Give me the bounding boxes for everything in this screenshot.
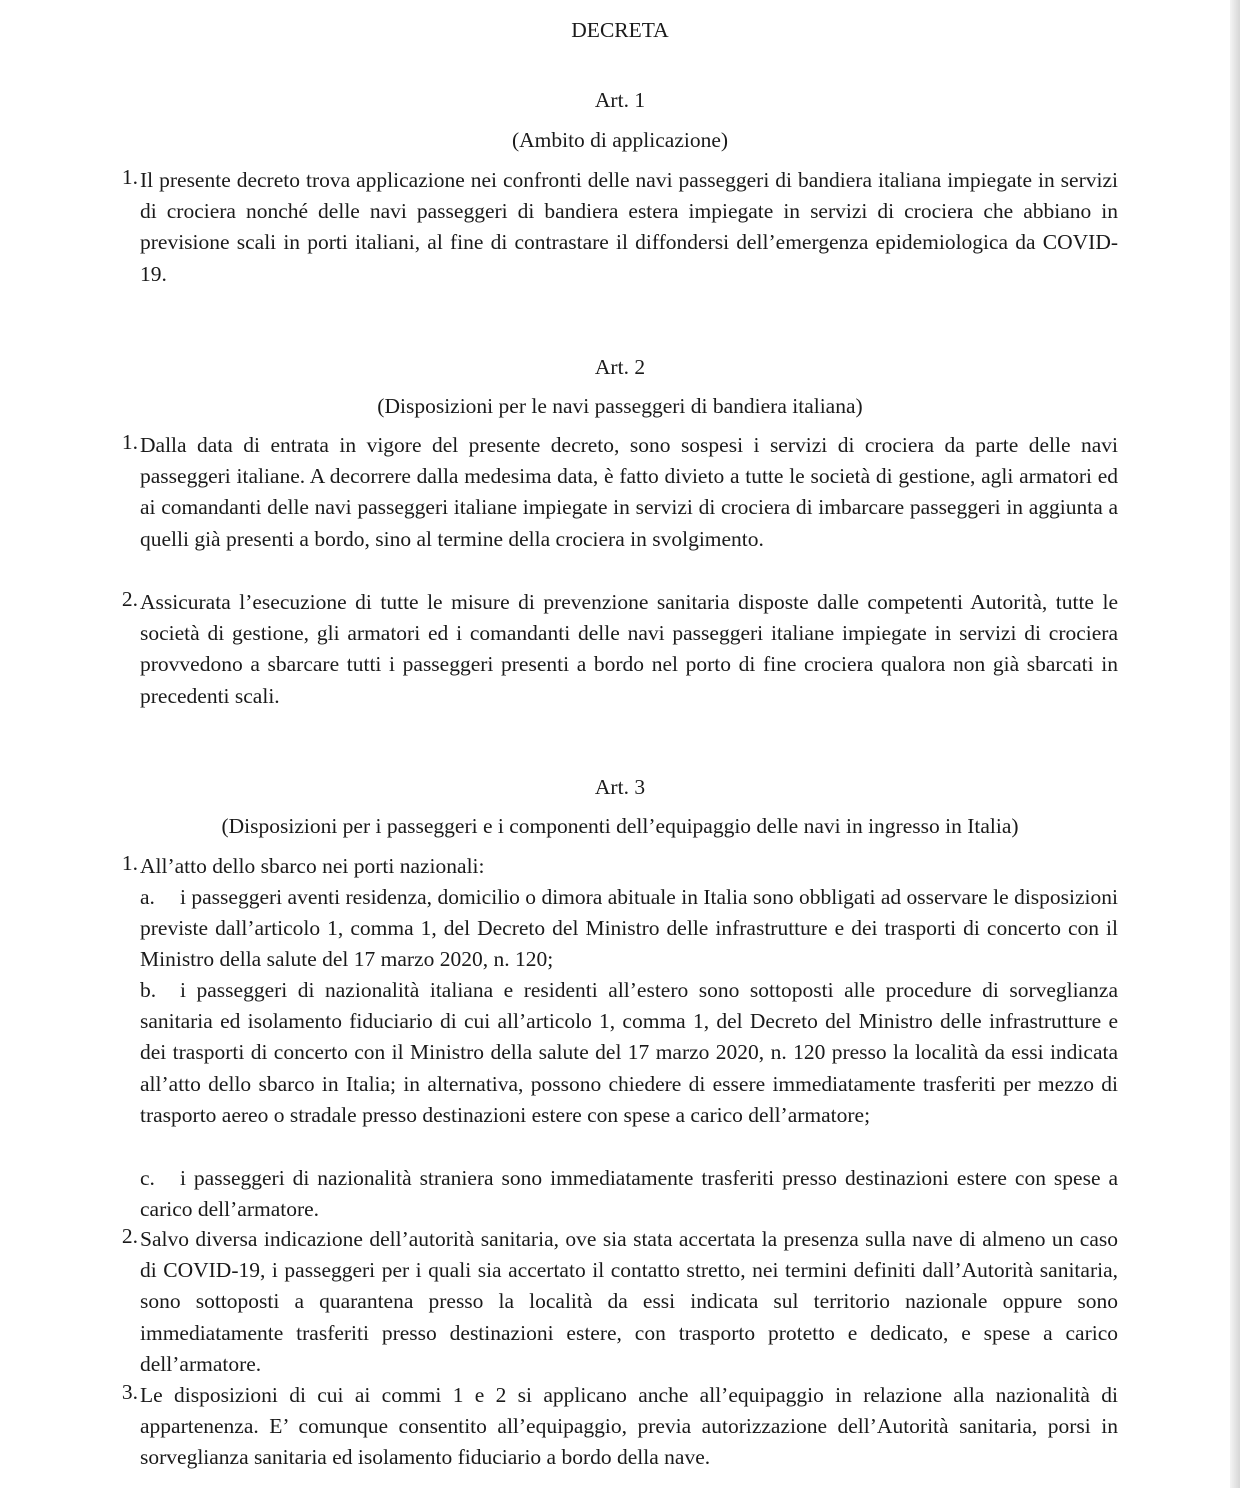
art2-subtitle: (Disposizioni per le navi passeggeri di bandiera italiana) <box>377 394 863 418</box>
art3-item-1 <box>102 851 1118 882</box>
item-number: 3. <box>121 1380 138 1404</box>
decree-title: DECRETA <box>571 18 669 42</box>
item-text: Dalla data di entrata in vigore del presente decreto, sono sospesi i servizi di crociera da parte delle navi passeggeri italiane. A decorrere dalla medesima data, è fatto divieto a tutte le società di gestione, agli armatori ed ai comandanti delle navi passeggeri italiane impiegate in servizi di crociera di imbarcare passeggeri in aggiunta a quelli già presenti a bordo, sino al termine della crociera in svolgimento. <box>140 433 1118 551</box>
art3-heading: Art. 3 <box>594 775 646 799</box>
subitem-letter: b. <box>140 978 157 1002</box>
subitem-text: i passeggeri aventi residenza, domicilio o dimora abituale in Italia sono obbligati ad osservare le disposizioni previste dall’articolo 1, comma 1, del Decreto del Ministro delle infrastrutture e dei trasporti di concerto con il Ministro della salute del 17 marzo 2020, n. 120; <box>140 885 1118 972</box>
subitem-letter: a. <box>140 885 155 909</box>
item-number: 1. <box>121 430 138 454</box>
art3-subitem-c <box>140 1163 1118 1225</box>
art3-item-3 <box>102 1380 1118 1474</box>
item-text: Salvo diversa indicazione dell’autorità sanitaria, ove sia stata accertata la presenza sulla nave di almeno un caso di COVID-19, i passeggeri per i quali sia accertato il contatto stretto, nei termini definiti dall’Autorità sanitaria, sono sottoposti a quarantena presso la località da essi indicata sul territorio nazionale oppure sono immediatamente trasferiti presso destinazioni estere, con trasporto protetto e dedicato, e spese a carico dell’armatore. <box>140 1227 1118 1376</box>
subitem-text: i passeggeri di nazionalità straniera sono immediatamente trasferiti presso destinazioni estere con spese a carico dell’armatore. <box>140 1166 1118 1222</box>
item-text: Il presente decreto trova applicazione nei confronti delle navi passeggeri di bandiera italiana impiegate in servizi di crociera nonché delle navi passeggeri di bandiera estera impiegate in servizi di crociera che abbiano in previsione scali in porti italiani, al fine di contrastare il diffondersi dell’emergenza epidemiologica da COVID-19. <box>140 168 1118 286</box>
art2-item-2 <box>102 587 1118 712</box>
subitem-letter: c. <box>140 1166 155 1190</box>
art1-subtitle: (Ambito di applicazione) <box>511 128 729 152</box>
art3-subitem-a <box>140 882 1118 976</box>
art2-heading: Art. 2 <box>594 355 646 379</box>
art3-subtitle: (Disposizioni per i passeggeri e i componenti dell’equipaggio delle navi in ingresso in Italia) <box>221 814 1019 838</box>
item-text: Assicurata l’esecuzione di tutte le misure di prevenzione sanitaria disposte dalle competenti Autorità, tutte le società di gestione, gli armatori ed i comandanti delle navi passeggeri italiane impiegate in servizi di crociera provvedono a sbarcare tutti i passeggeri presenti a bordo nel porto di fine crociera qualora non già sbarcati in precedenti scali. <box>140 590 1118 708</box>
art1-heading: Art. 1 <box>594 88 646 112</box>
subitem-text: i passeggeri di nazionalità italiana e residenti all’estero sono sottoposti alle procedure di sorveglianza sanitaria ed isolamento fiduciario di cui all’articolo 1, comma 1, del Decreto del Ministro delle infrastrutture e dei trasporti di concerto con il Ministro della salute del 17 marzo 2020, n. 120 presso la località da essi indicata all’atto dello sbarco in Italia; in alternativa, possono chiedere di essere immediatamente trasferiti per mezzo di trasporto aereo o stradale presso destinazioni estere con spese a carico dell’armatore; <box>140 978 1118 1127</box>
item-number: 1. <box>121 165 138 189</box>
item-number: 2. <box>121 1224 138 1248</box>
art3-item-2 <box>102 1224 1118 1380</box>
item-text: Le disposizioni di cui ai commi 1 e 2 si applicano anche all’equipaggio in relazione alla nazionalità di appartenenza. E’ comunque consentito all’equipaggio, previa autorizzazione dell’Autorità sanitaria, porsi in sorveglianza sanitaria ed isolamento fiduciario a bordo della nave. <box>140 1383 1118 1470</box>
page-edge-shadow <box>1230 0 1240 1488</box>
art3-subitem-b <box>140 975 1118 1131</box>
item-number: 1. <box>121 851 138 875</box>
item-text: All’atto dello sbarco nei porti nazionali: <box>140 854 485 878</box>
art1-item-1 <box>102 165 1118 290</box>
art2-item-1 <box>102 430 1118 555</box>
item-number: 2. <box>121 587 138 611</box>
